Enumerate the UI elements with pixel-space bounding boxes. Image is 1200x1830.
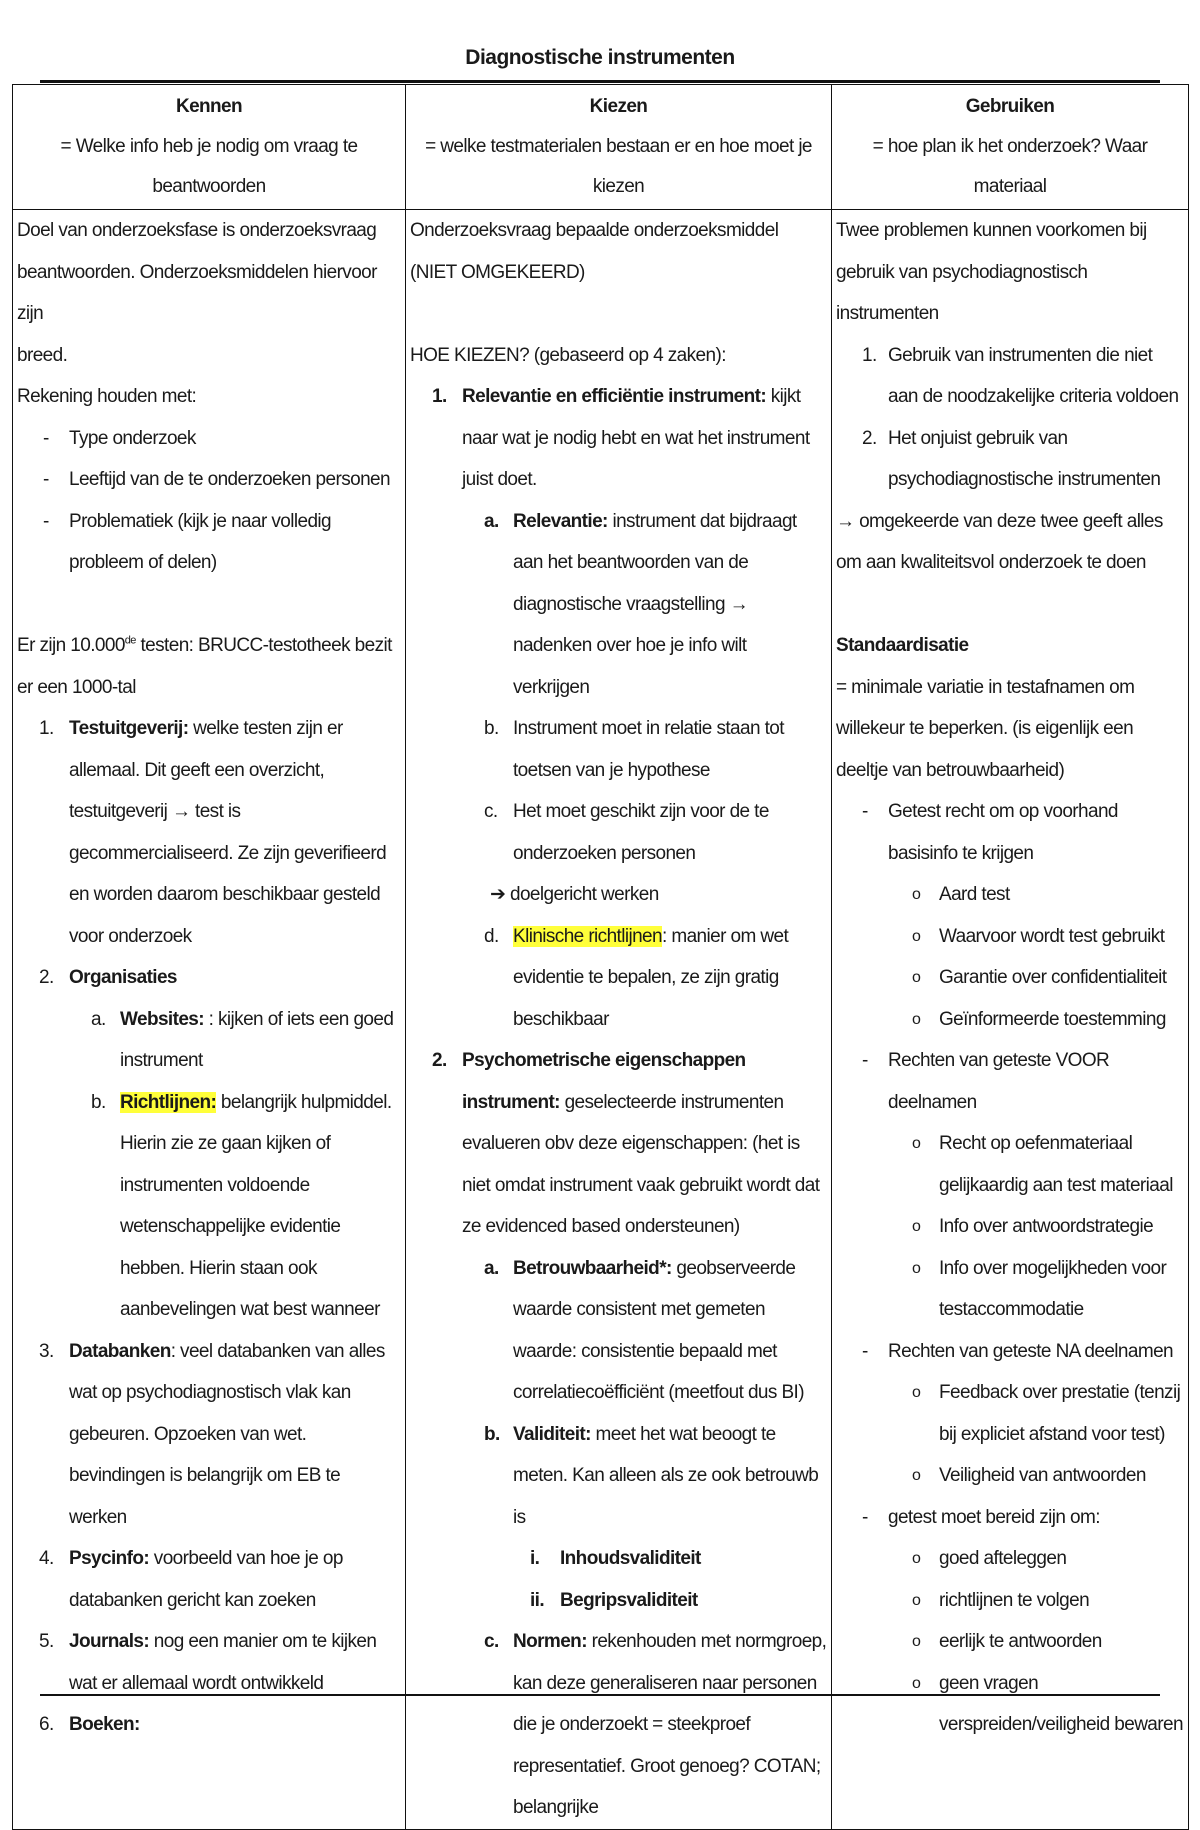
list-text: Geïnformeerde toestemming [939,1008,1166,1030]
column-header-gebruiken [832,85,1189,210]
list-marker: 3. [39,1340,54,1362]
list-marker: o [912,1467,921,1484]
list-item [17,1331,401,1539]
list-text: Info over mogelijkheden voor testaccommodatie [939,1257,1167,1320]
column-subheading: = hoe plan ik het onderzoek? Waar materiaal [872,136,1148,197]
document-title: Diagnostische instrumenten [465,46,735,69]
list-marker: - [862,1506,868,1528]
list-text: geselecteerde instrumenten evalueren obv deze eigenschappen: (het is niet omdat instrument vaak gebruikt wordt dat ze evidenced based ondersteunen) [462,1091,820,1237]
list-marker: 1. [432,386,447,407]
list-text: kijkt naar wat je nodig hebt en wat het instrument juist doet. [462,386,810,490]
list-text: Info over antwoordstrategie [939,1216,1154,1237]
list-item [410,376,827,501]
list-text: Feedback over prestatie (tenzij bij expliciet afstand voor test) [939,1382,1181,1445]
paragraph: HOE KIEZEN? (gebaseerd op 4 zaken): [410,344,726,366]
list-label: Validiteit: [513,1423,591,1445]
superscript: de [124,634,136,647]
list-marker: b. [484,718,499,739]
list-text: Recht op oefenmateriaal gelijkaardig aan test materiaal [939,1133,1173,1196]
list-label: Databanken [69,1340,171,1362]
list-text: Type onderzoek [69,427,196,449]
list-marker: o [912,1218,921,1235]
list-label: Inhoudsvaliditeit [560,1548,701,1569]
list-item [17,459,401,501]
list-text: geen vragen verspreiden/veiligheid bewaren [939,1672,1183,1735]
list-text: Waarvoor wordt test gebruikt [939,925,1165,947]
list-label: Journals: [69,1631,150,1652]
list-marker: d. [484,925,499,947]
list-marker: b. [91,1091,106,1113]
list-marker: i. [530,1548,540,1569]
list-marker: 2. [432,1050,447,1071]
list-item [836,916,1184,958]
list-text: Leeftijd van de te onderzoeken personen [69,469,390,490]
list-item [836,999,1184,1041]
list-text: Gebruik van instrumenten die niet aan de noodzakelijke criteria voldoen [888,344,1179,407]
list-text: meet het wat beoogt te meten. Kan alleen als ze ook betrouwb is [513,1423,819,1528]
list-text: rekenhouden met normgroep, kan deze generaliseren naar personen die je onderzoekt = steekproef representatief. Groot genoeg? COTAN; belangrijke [513,1631,827,1818]
list-item [836,791,1184,874]
list-marker: a. [91,1008,106,1030]
list-label: Relevantie en efficiëntie instrument: [462,386,767,407]
list-item [836,335,1184,418]
list-marker: - [862,801,868,822]
list-text: nog een manier om te kijken wat er allemaal wordt ontwikkeld [69,1631,377,1694]
list-item [836,957,1184,999]
list-label: Organisaties [69,967,177,988]
list-text: Instrument moet in relatie staan tot toetsen van je hypothese [513,718,784,781]
list-item [836,1331,1184,1373]
column-heading: Kiezen [589,96,648,117]
spacer [17,584,401,626]
section-heading: Standaardisatie [836,635,969,656]
list-item [836,1372,1184,1455]
list-marker: c. [484,801,498,822]
list-item [836,1455,1184,1497]
list-text: Veiligheid van antwoorden [939,1465,1146,1486]
spacer [836,584,1184,626]
list-text: richtlijnen te volgen [939,1589,1090,1611]
paragraph: ➔ doelgericht werken [490,884,659,905]
list-item [17,1082,401,1331]
list-marker: o [912,1550,921,1567]
list-item [836,1206,1184,1248]
list-marker: o [912,886,921,903]
list-item [17,999,401,1082]
list-text: geobserveerde waarde consistent met gemeten waarde: consistentie bepaald met correlatiecoëfficiënt (meetfout dus BI) [513,1257,804,1403]
list-text: Garantie over confidentialiteit [939,967,1167,988]
list-marker: - [43,469,49,490]
footer-rule [40,1694,1160,1696]
list-label: Boeken: [69,1714,140,1735]
list-item [17,1621,401,1704]
paragraph: Twee problemen kunnen voorkomen bij gebruik van psychodiagnostisch instrumenten [836,220,1147,324]
list-marker: ii. [530,1589,545,1611]
kennen-cell [13,210,406,1830]
list-item [17,418,401,460]
list-marker: - [862,1340,868,1362]
text: testen: BRUCC-testotheek bezit er een 1000-tal [17,635,392,698]
list-item [17,1704,401,1746]
list-label: Normen: [513,1631,587,1652]
kiezen-cell [406,210,832,1830]
list-marker: o [912,1591,921,1609]
paragraph: breed. [17,344,68,366]
list-marker: o [912,1384,921,1401]
list-item [410,1248,827,1414]
list-label: Betrouwbaarheid*: [513,1257,672,1279]
list-item [836,1497,1184,1539]
list-marker: o [912,1135,921,1152]
list-marker: o [912,1259,921,1277]
list-text: Rechten van geteste NA deelnamen [888,1340,1174,1362]
list-item [836,1538,1184,1580]
list-label: Psychometrische eigenschappen instrument: [462,1050,746,1113]
column-heading: Gebruiken [965,96,1055,117]
list-marker: - [862,1050,868,1071]
table-header-row [13,85,1189,210]
list-item [410,1414,827,1539]
highlighted-label: Richtlijnen: [120,1091,217,1113]
list-text: Het onjuist gebruik van psychodiagnostische instrumenten [888,427,1161,490]
list-marker: a. [484,1257,499,1279]
list-text: Getest recht om op voorhand basisinfo te krijgen [888,801,1118,864]
list-text: Aard test [939,884,1010,905]
list-marker: o [912,1633,921,1650]
list-marker: o [912,927,921,945]
list-text: : veel databanken van alles wat op psychodiagnostisch vlak kan gebeuren. Opzoeken van wet. bevindingen is belangrijk om EB te werken [69,1340,385,1528]
list-marker: 2. [862,427,877,449]
paragraph: = minimale variatie in testafnamen om willekeur te beperken. (is eigenlijk een deeltje van betrouwbaarheid) [836,676,1135,781]
list-item [836,1621,1184,1663]
paragraph: Onderzoeksvraag bepaalde onderzoeksmiddel (NIET OMGEKEERD) [410,220,779,283]
list-text: : manier om wet evidentie te bepalen, ze zijn gratig beschikbaar [513,925,789,1030]
list-text: voorbeeld van hoe je op databanken gericht kan zoeken [69,1548,343,1611]
paragraph: → omgekeerde van deze twee geeft alles om aan kwaliteitsvol onderzoek te doen [836,510,1163,573]
list-item [836,1580,1184,1622]
list-item [836,1663,1184,1746]
text: Er zijn 10.000 [17,635,125,656]
list-marker: 4. [39,1548,54,1569]
list-marker: o [912,1674,921,1692]
list-marker: 5. [39,1631,54,1652]
list-marker: o [912,1010,921,1028]
list-marker: o [912,969,921,986]
list-item [410,501,827,709]
list-text: : kijken of iets een goed instrument [120,1008,394,1071]
list-marker: 1. [39,718,54,739]
table-body-row [13,210,1189,1830]
list-marker: - [43,427,49,449]
list-marker: b. [484,1423,500,1445]
column-subheading: = welke testmaterialen bestaan er en hoe moet je kiezen [425,136,812,197]
list-item [836,1248,1184,1331]
list-text: welke testen zijn er allemaal. Dit geeft een overzicht, testuitgeverij → test is gecommercialiseerd. Ze zijn geverifieerd en worden daarom beschikbaar gesteld voor onderzoek [69,718,387,947]
list-marker: - [43,510,49,532]
list-text: instrument dat bijdraagt aan het beantwoorden van de diagnostische vraagstelling → nadenken over hoe je info wilt verkrijgen [513,510,797,698]
list-item [836,1040,1184,1123]
paragraph [17,625,401,708]
list-item [410,1580,827,1622]
paragraph: beantwoorden. Onderzoeksmiddelen hiervoor zijn [17,261,377,324]
list-marker: 1. [862,344,877,366]
list-text: eerlijk te antwoorden [939,1631,1102,1652]
paragraph: Doel van onderzoeksfase is onderzoeksvraag [17,220,377,241]
column-header-kiezen [406,85,832,210]
list-item [836,1123,1184,1206]
column-header-kennen [13,85,406,210]
list-marker: c. [484,1631,499,1652]
list-marker: 2. [39,967,54,988]
list-item [17,501,401,584]
column-subheading: = Welke info heb je nodig om vraag te beantwoorden [60,136,358,197]
list-label: Relevantie: [513,510,608,532]
list-text: getest moet bereid zijn om: [888,1506,1100,1528]
paragraph: Rekening houden met: [17,386,197,407]
list-item [410,916,827,1041]
list-item [410,791,827,874]
spacer [410,293,827,335]
list-text: Het moet geschikt zijn voor de te onderzoeken personen [513,801,769,864]
list-label: Websites: [120,1008,204,1030]
list-item [17,708,401,957]
instruments-table [12,84,1189,1830]
list-item [410,1621,827,1829]
list-text: goed afteleggen [939,1548,1067,1569]
list-text: Problematiek (kijk je naar volledig probleem of delen) [69,510,332,573]
list-item [410,1538,827,1580]
list-item [410,1040,827,1248]
list-text: Rechten van geteste VOOR deelnamen [888,1050,1110,1113]
list-label: Testuitgeverij: [69,718,189,739]
gebruiken-cell [832,210,1189,1830]
title-rule [40,80,1160,83]
list-item [410,708,827,791]
list-label: Psycinfo: [69,1548,150,1569]
list-text: belangrijk hulpmiddel. Hierin zie ze gaan kijken of instrumenten voldoende wetenschappelijke evidentie hebben. Hierin staan ook aanbevelingen wat best wanneer [120,1091,392,1320]
list-item [836,874,1184,916]
column-heading: Kennen [175,96,243,117]
list-label: Begripsvaliditeit [560,1589,698,1611]
list-item [17,957,401,999]
list-item [836,418,1184,501]
list-marker: a. [484,510,499,532]
highlighted-label: Klinische richtlijnen [513,925,662,947]
list-marker: 6. [39,1714,54,1735]
list-item [17,1538,401,1621]
